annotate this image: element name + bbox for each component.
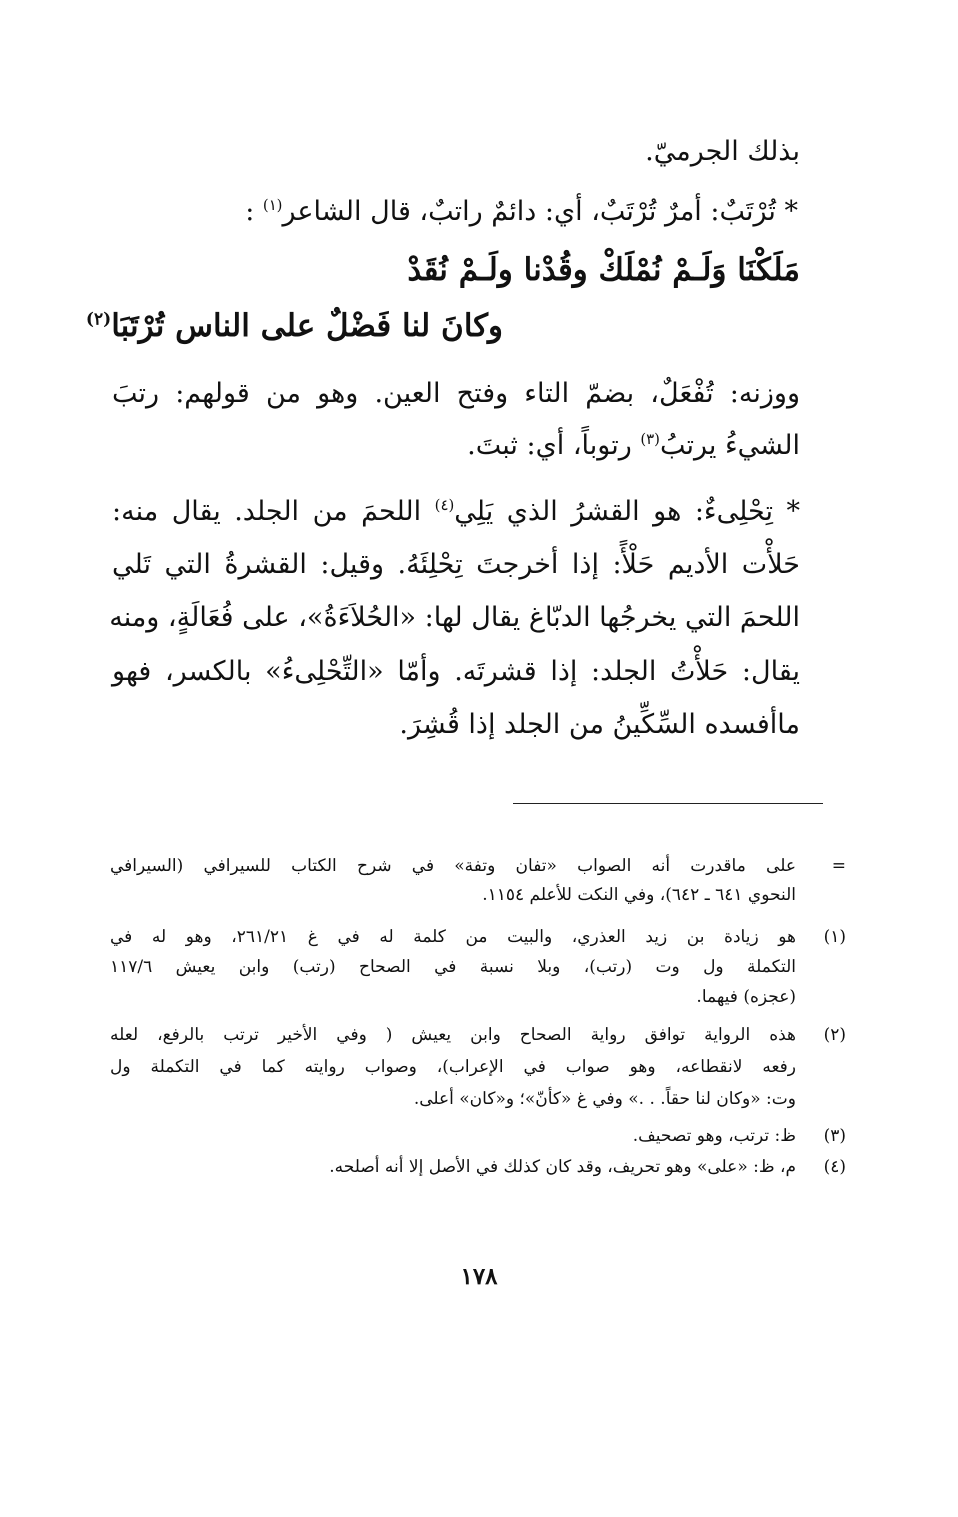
footnote-ref-4: (٤) xyxy=(434,496,455,514)
verse-line-2 xyxy=(86,308,503,345)
footnote-1-text-1: هو زيادة بن زيد العذري، والبيت من كلمة له في غ ٢٦١/٢١، وهو له في xyxy=(110,927,796,947)
continuation-mark: = xyxy=(831,856,846,876)
footnote-4-text: م، ظ: «على» وهو تحريف، وقد كان كذلك في الأصل إلا أنه أصلحه. xyxy=(329,1157,796,1177)
tahlia-line1-b: اللحمَ من الجلد. يقال منه: xyxy=(112,496,435,527)
footnote-2-line2: رفعه لانقطاعه، وهو صواب في الإعراب)، وصواب روايته كما في التكملة ول xyxy=(110,1057,796,1077)
footnote-1-line3: (عجزه) فيهما. xyxy=(696,987,796,1007)
continuation-line: بذلك الجرميّ. xyxy=(645,136,800,167)
entry-tahlia-line4: يقال: حَلأْتُ الجلد: إذا قشرتَه. وأمّا «التِّحْلِىءُ» بالكسر، فهو xyxy=(112,656,800,687)
entry-tartab-wazn-line1: ووزنه: تُفْعَلٌ، بضمّ التاء وفتح العين. وهو من قولهم: رتبَ xyxy=(112,378,800,409)
footnote-continuation-line2: النحوي ٦٤١ ـ ٦٤٢)، وفي النكت للأعلم ١١٥٤. xyxy=(482,885,796,905)
footnote-ref-2: (٢) xyxy=(85,309,112,330)
entry-tartab-text: * تُرْتَبٌ: أمرٌ تُرْتَبٌ، أي: دائمٌ راتبٌ، قال الشاعر xyxy=(282,196,798,227)
tahlia-line1-a: * تِحْلِىءٌ: هو القشرُ الذي يَلِي xyxy=(454,496,801,527)
footnote-continuation-text-1: على ماقدرت أنه الصواب «تفان وتفة» في شرح الكتاب للسيرافي (السيرافي xyxy=(110,856,796,876)
verse-line-1: مَلَكْنَا وَلَـمْ نُمْلَكْ وقُدْنا ولَـمْ نُقَدْ xyxy=(407,252,800,288)
footnote-2-line3: وت: «وكان لنا حقاً. . .» وفي غ «كأنّ»؛ و«كان» أعلى. xyxy=(413,1089,796,1109)
footnote-3 xyxy=(110,1126,846,1147)
footnote-1-line1 xyxy=(110,927,846,948)
verse-line-2-text: وكانَ لنا فَضْلٌ على الناس تُرْتَبَا xyxy=(111,308,503,344)
footnote-2-number: (٢) xyxy=(823,1025,846,1045)
wazn-line2-a: الشيءُ يرتبُ xyxy=(659,430,800,461)
footnote-1-line2: التكملة ول وت (رتب)، وبلا نسبة في الصحاح (رتب) وابن يعيش ١١٧/٦ xyxy=(110,957,796,977)
entry-tartab-wazn-line2 xyxy=(467,430,800,462)
footnote-continuation-line1 xyxy=(110,856,846,877)
wazn-line2-b: رتوباً، أي: ثبتَ. xyxy=(467,430,641,461)
footnote-separator xyxy=(513,803,823,804)
footnote-1-number: (١) xyxy=(823,927,846,947)
entry-tahlia-line1 xyxy=(112,496,800,528)
footnote-2-text-1: هذه الرواية توافق رواية الصحاح وابن يعيش ( وفي الأخير ترتب بالرفع، لعله xyxy=(110,1025,796,1045)
footnote-3-number: (٣) xyxy=(823,1126,846,1146)
entry-tahlia-line2: حَلأْت الأديم حَلْأً: إذا أخرجتَ تِحْلِئَهُ. وقيل: القشرةُ التي تَلي xyxy=(112,549,800,580)
footnote-ref-3: (٣) xyxy=(640,430,660,448)
page-number: ١٧٨ xyxy=(460,1263,498,1290)
entry-tahlia-line3: اللحمَ التي يخرجُها الدبّاغ يقال لها: «الحُلاَءَةُ»، على فُعَالَةٍ، ومنه xyxy=(109,602,800,633)
entry-tartab-colon: : xyxy=(245,196,263,227)
footnote-4-number: (٤) xyxy=(823,1157,846,1177)
footnote-4 xyxy=(110,1157,846,1178)
footnote-ref-1: (١) xyxy=(262,196,283,214)
entry-tartab-line1 xyxy=(245,196,798,228)
footnote-2-line1 xyxy=(110,1025,846,1046)
footnote-3-text: ظ: ترتب، وهو تصحيف. xyxy=(632,1126,796,1146)
entry-tahlia-line5: ماأفسده السِّكِّينُ من الجلد إذا قُشِرَ. xyxy=(399,709,800,740)
